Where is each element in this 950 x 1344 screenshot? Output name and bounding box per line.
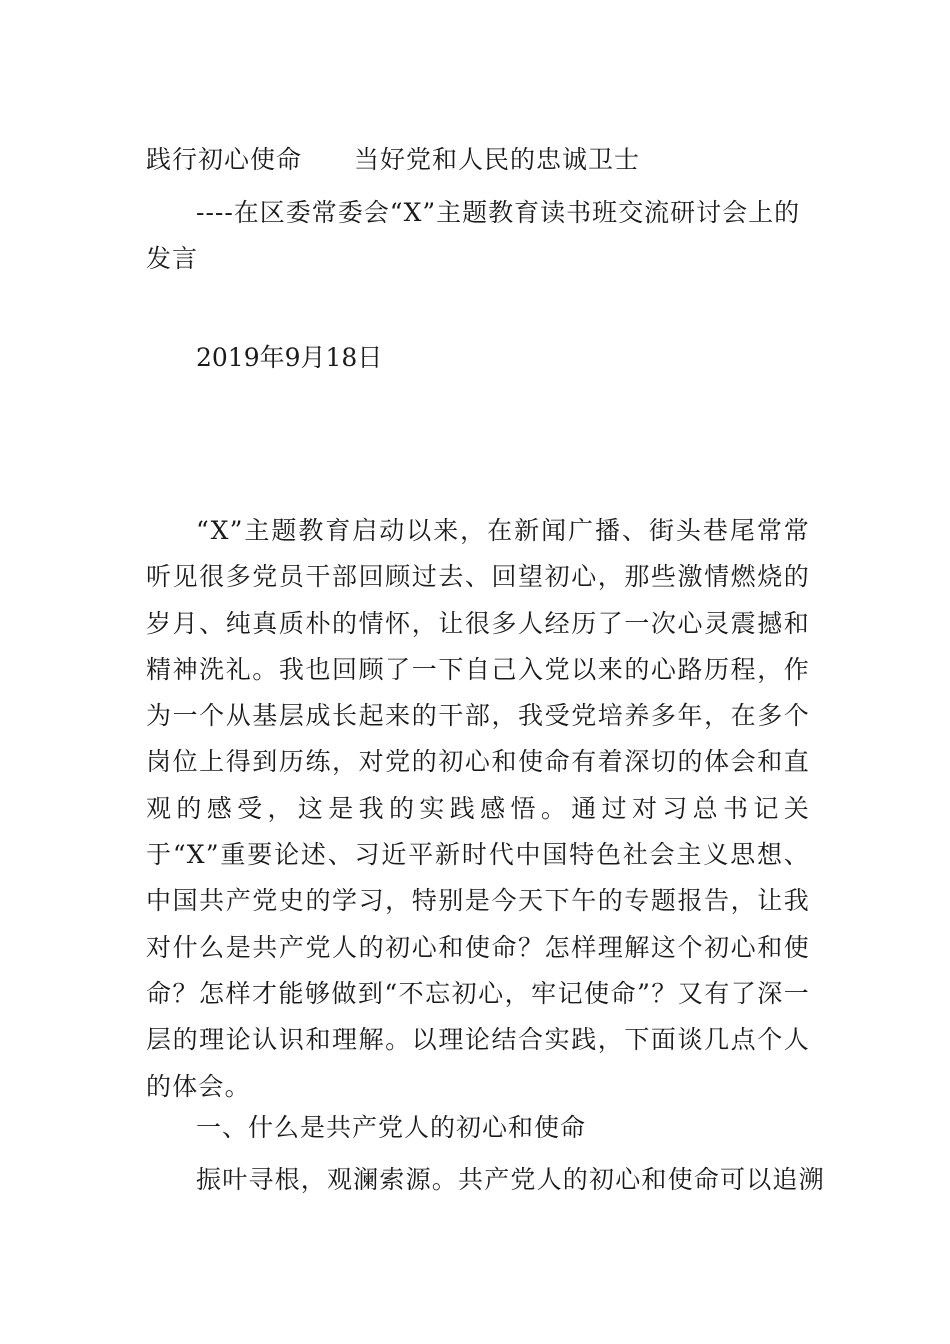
section-heading: 一、什么是共产党人的初心和使命 bbox=[196, 1113, 587, 1142]
document-subtitle: ----在区委常委会“X”主题教育读书班交流研讨会上的发言 bbox=[146, 198, 801, 273]
document-title: 践行初心使命 当好党和人民的忠诚卫士 bbox=[146, 145, 641, 174]
body-paragraph-2: 振叶寻根，观澜索源。共产党人的初心和使命可以追溯 bbox=[196, 1165, 825, 1194]
document-date: 2019年9月18日 bbox=[196, 343, 383, 372]
body-paragraph: “X”主题教育启动以来，在新闻广播、街头巷尾常常听见很多党员干部回顾过去、回望初心，那些激情燃烧的岁月、纯真质朴的情怀，让很多人经历了一次心灵震撼和精神洗礼。我也回顾了一下自己入党以来的心路历程，作为一个从基层成长起来的干部，我受党培养多年，在多个岗位上得到历练，对党的初心和使命有着深切的体会和直观的感受，这是我的实践感悟。通过对习总书记关于“X”重要论述、习近平新时代中国特色社会主义思想、中国共产党史的学习，特别是今天下午的专题报告，让我对什么是共产党人的初心和使命？怎样理解这个初心和使命？怎样才能够做到“不忘初心，牢记使命”？又有了深一层的理论认识和理解。以理论结合实践，下面谈几点个人的体会。 bbox=[146, 516, 810, 1101]
